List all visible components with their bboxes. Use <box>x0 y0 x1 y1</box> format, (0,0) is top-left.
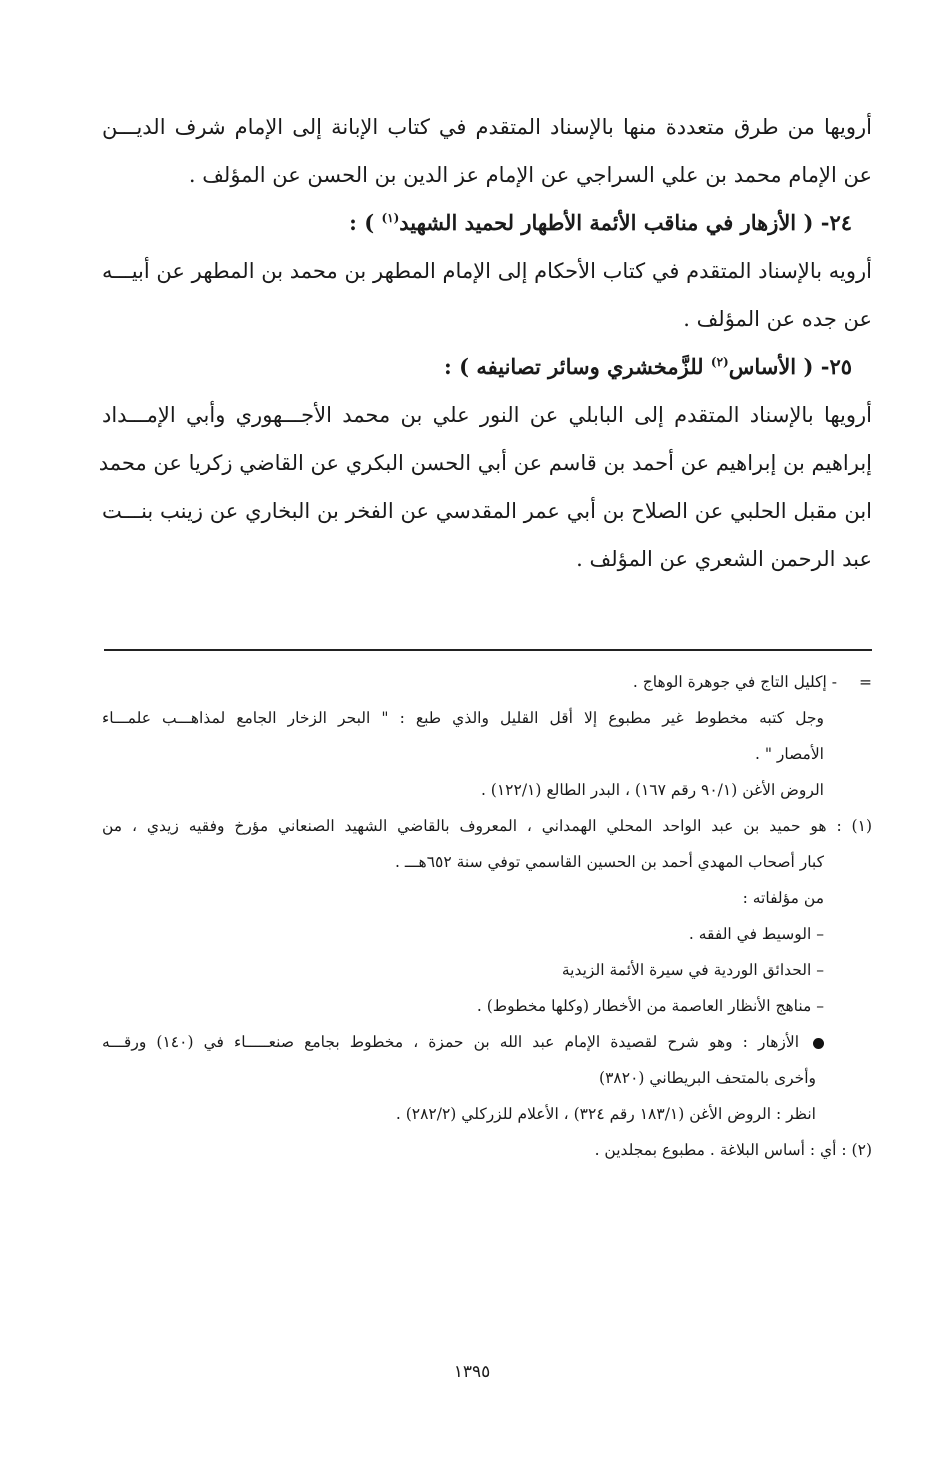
paragraph-3-line-4: عبد الرحمن الشعري عن المؤلف . <box>576 547 872 571</box>
paragraph-3-line-2: إبراهيم بن إبراهيم عن أحمد بن قاسم عن أبي الحسن البكري عن القاضي زكريا عن محمد <box>98 451 872 475</box>
heading-25-title-b: للزَّمخشري وسائر تصانيفه <box>476 354 711 379</box>
footnote-1-work-3: – مناهج الأنظار العاصمة من الأخطار (وكلها مخطوط) . <box>476 997 824 1015</box>
footnote-1-line-2: كبار أصحاب المهدي أحمد بن الحسين القاسمي توفي سنة ٦٥٢هـــ . <box>395 853 824 871</box>
footnote-2: (٢) : أي : أساس البلاغة . مطبوع بمجلدين . <box>594 1141 872 1159</box>
paragraph-3-line-1: أرويها بالإسناد المتقدم إلى البابلي عن النور علي بن محمد الأجـــهوري وأبي الإمـــداد <box>102 403 872 427</box>
footnote-1-work-1: – الوسيط في الفقه . <box>688 925 824 943</box>
heading-24-suffix: ) : <box>349 210 382 235</box>
footnotes <box>102 664 872 1168</box>
page-number: ١٣٩٥ <box>453 1362 491 1382</box>
footnote-continuation-line-1: وجل كتبه مخطوط غير مطبوع إلا أقل القليل والذي طبع : " البحر الزخار الجامع لمذاهـــب علمـــاء <box>102 709 824 727</box>
paragraph-2-line-1: أرويه بالإسناد المتقدم في كتاب الأحكام إلى الإمام المطهر بن محمد بن المطهر عن أبيـــه <box>102 259 872 283</box>
footnote-1-works-title: من مؤلفاته : <box>742 889 824 907</box>
heading-25-title-a: الأساس <box>728 354 797 379</box>
heading-25-suffix: ) : <box>444 354 477 379</box>
bullet-dot-icon <box>813 1038 824 1049</box>
paragraph-2-line-2: عن جده عن المؤلف . <box>683 307 872 331</box>
footnote-ref-1[interactable]: (١) <box>381 211 400 225</box>
paragraph-1-line-1: أرويها من طرق متعددة منها بالإسناد المتقدم في كتاب الإبانة إلى الإمام شرف الديـــن <box>102 115 872 139</box>
heading-24-title: الأزهار في مناقب الأئمة الأطهار لحميد الشهيد <box>399 210 797 235</box>
footnote-divider <box>104 649 872 651</box>
footnote-bullet-line-2: وأخرى بالمتحف البريطاني (٣٨٢٠) <box>599 1069 816 1087</box>
heading-24-prefix: ٢٤- ( <box>796 210 852 235</box>
paragraph-3-line-3: ابن مقبل الحلبي عن الصلاح بن أبي عمر المقدسي عن الفخر بن البخاري عن زينب بنـــت <box>102 499 872 523</box>
bullet-text-1: الأزهار : وهو شرح لقصيدة الإمام عبد الله بن حمزة ، مخطوط بجامع صنعـــــاء في (١٤٠) ورقـــه <box>102 1033 799 1051</box>
footnote-continuation-line-2: الأمصار " . <box>754 745 824 763</box>
heading-item-24 <box>102 199 872 247</box>
main-text <box>98 103 872 583</box>
footnote-bullet-reference: انظر : الروض الأغن (١٨٣/١ رقم ٣٢٤) ، الأعلام للزركلي (٢٨٢/٢) . <box>395 1105 816 1123</box>
footnote-1-line-1: (١) : هو حميد بن عبد الواحد المحلي الهمداني ، المعروف بالقاضي الشهيد الصنعاني مؤرخ وفقيه زيدي ، من <box>102 817 872 835</box>
footnote-continuation-reference: الروض الأغن (٩٠/١ رقم ١٦٧) ، البدر الطالع (١٢٢/١) . <box>480 781 824 799</box>
paragraph-1-line-2: عن الإمام محمد بن علي السراجي عن الإمام عز الدين بن الحسن عن المؤلف . <box>188 163 872 187</box>
footnote-bullet-line-1 <box>102 1024 872 1060</box>
footnote-ref-2[interactable]: (٢) <box>710 355 729 369</box>
heading-item-25 <box>102 343 872 391</box>
continuation-item-text: - إكليل التاج في جوهرة الوهاج . <box>632 673 837 691</box>
heading-25-prefix: ٢٥- ( <box>796 354 852 379</box>
footnote-1-work-2: – الحدائق الوردية في سيرة الأئمة الزيدية <box>561 961 824 979</box>
footnote-continuation-item <box>102 664 872 700</box>
continuation-mark: = <box>859 673 872 691</box>
